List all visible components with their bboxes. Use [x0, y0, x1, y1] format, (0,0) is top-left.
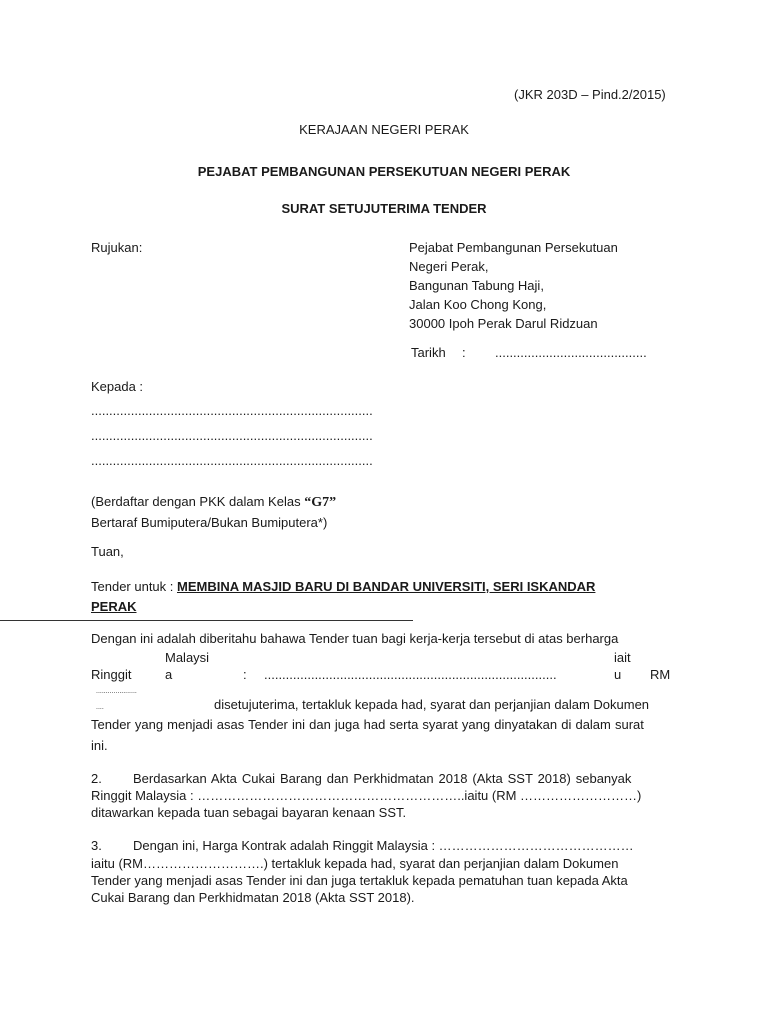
tender-label: Tender untuk : — [91, 579, 177, 594]
date-colon: : — [462, 345, 466, 360]
para1-u: u — [614, 667, 622, 682]
para1-a: a — [165, 667, 173, 682]
horizontal-rule — [0, 620, 413, 621]
para1-small-dots-1: ..................... — [96, 688, 137, 695]
government-heading: KERAJAAN NEGERI PERAK — [299, 122, 469, 137]
para2-line-1: Berdasarkan Akta Cukai Barang dan Perkhidmatan 2018 (Akta SST 2018) sebanyak — [133, 771, 632, 786]
para3-line-2: iaitu (RM……………………….) tertakluk kepada had, syarat dan perjanjian dalam Dokumen — [91, 856, 619, 871]
para3-line-1: Dengan ini, Harga Kontrak adalah Ringgit Malaysia : ……………………………………… — [133, 838, 634, 853]
para2-line-2: Ringgit Malaysia : ……………………………………………………..iaitu (RM ………………………) — [91, 788, 642, 803]
address-line-1: Pejabat Pembangunan Persekutuan — [409, 240, 618, 255]
para1-rm: RM — [650, 667, 671, 682]
address-line-2: Negeri Perak, — [409, 259, 489, 274]
registration-line-1 — [91, 494, 336, 511]
registration-prefix: (Berdaftar dengan PKK dalam Kelas — [91, 494, 305, 509]
para2-line-3: ditawarkan kepada tuan sebagai bayaran kenaan SST. — [91, 805, 407, 820]
address-line-5: 30000 Ipoh Perak Darul Ridzuan — [409, 316, 598, 331]
recipient-blank-3: .............................................................................. — [91, 453, 373, 468]
para1-line-1: Dengan ini adalah diberitahu bahawa Tender tuan bagi kerja-kerja tersebut di atas berharga — [91, 631, 619, 646]
para1-iait: iait — [614, 650, 631, 665]
salutation: Tuan, — [91, 544, 124, 559]
address-line-3: Bangunan Tabung Haji, — [409, 278, 544, 293]
para3-number: 3. — [91, 838, 102, 853]
para1-amount-blank: ................................................................................. — [264, 667, 557, 682]
form-code: (JKR 203D – Pind.2/2015) — [514, 87, 666, 102]
para1-line-5: ini. — [91, 738, 108, 753]
document-title: SURAT SETUJUTERIMA TENDER — [281, 201, 487, 216]
registration-class: “G7” — [304, 495, 337, 510]
tender-title-line-1: MEMBINA MASJID BARU DI BANDAR UNIVERSITI, SERI ISKANDAR — [177, 579, 596, 594]
para2-number: 2. — [91, 771, 102, 786]
office-heading: PEJABAT PEMBANGUNAN PERSEKUTUAN NEGERI PERAK — [197, 164, 571, 179]
para1-line-4: Tender yang menjadi asas Tender ini dan juga had serta syarat yang dinyatakan di dalam surat — [91, 717, 644, 732]
date-label: Tarikh — [411, 345, 446, 360]
reference-label: Rujukan: — [91, 240, 143, 255]
para1-small-dots-2: .... — [96, 704, 104, 711]
tender-title-line-2: PERAK — [91, 599, 137, 614]
registration-line-2: Bertaraf Bumiputera/Bukan Bumiputera*) — [91, 515, 328, 530]
recipient-blank-2: .............................................................................. — [91, 428, 373, 443]
para3-line-4: Cukai Barang dan Perkhidmatan 2018 (Akta SST 2018). — [91, 890, 415, 905]
address-line-4: Jalan Koo Chong Kong, — [409, 297, 547, 312]
date-blank: .......................................... — [495, 345, 647, 360]
para1-ringgit: Ringgit — [91, 667, 132, 682]
para1-line-3: disetujuterima, tertakluk kepada had, syarat dan perjanjian dalam Dokumen — [214, 697, 650, 712]
tender-line-1 — [91, 579, 595, 595]
recipient-label: Kepada : — [91, 379, 144, 394]
recipient-blank-1: .............................................................................. — [91, 403, 373, 418]
para1-colon: : — [243, 667, 247, 682]
para1-malaysi: Malaysi — [165, 650, 210, 665]
para3-line-3: Tender yang menjadi asas Tender ini dan juga tertakluk kepada pematuhan tuan kepada Akta — [91, 873, 628, 888]
